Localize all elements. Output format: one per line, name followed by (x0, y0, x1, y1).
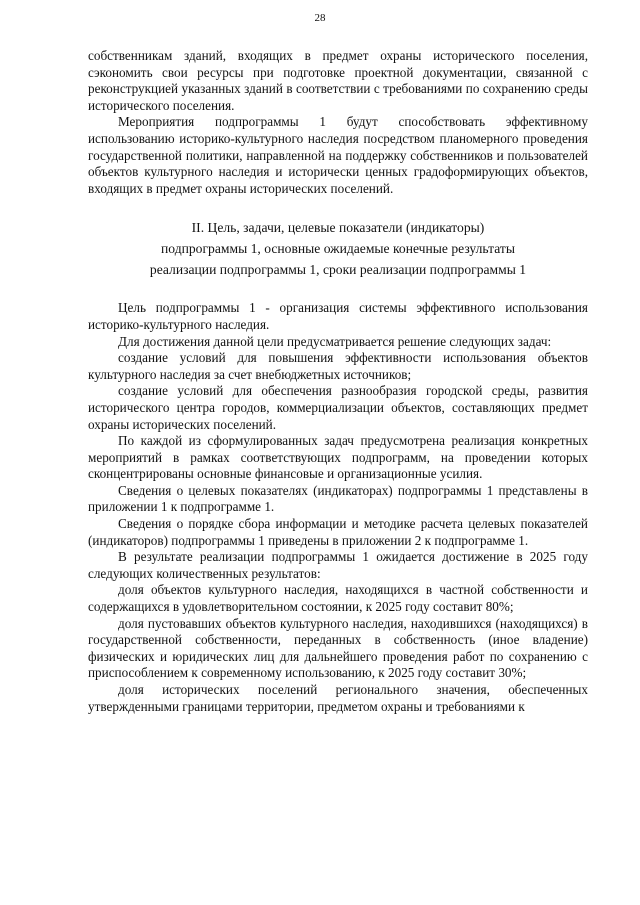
section-heading (88, 217, 588, 280)
paragraph: В результате реализации подпрограммы 1 ожидается достижение в 2025 году следующих количественных результатов: (88, 549, 588, 581)
body-text (88, 48, 588, 715)
result-item: доля объектов культурного наследия, находящихся в частной собственности и содержащихся в удовлетворительном состоянии, к 2025 году составит 80%; (88, 582, 588, 615)
result-item: доля исторических поселений регионального значения, обеспеченных утвержденными границами территории, предметом охраны и требованиями к (88, 682, 588, 714)
paragraph: По каждой из сформулированных задач предусмотрена реализация конкретных мероприятий в рамках соответствующих подпрограмм, на проведении которых сконцентрированы основные финансовые и организационные усилия. (88, 433, 588, 482)
section-heading-line: реализации подпрограммы 1, сроки реализации подпрограммы 1 (149, 262, 527, 278)
task-item: создание условий для обеспечения разнообразия городской среды, развития исторического центра городов, коммерциализации объектов, составляющих предмет охраны исторических поселений. (88, 383, 588, 432)
paragraph: Мероприятия подпрограммы 1 будут способствовать эффективному использованию историко-культурного наследия посредством планомерного проведения государственной политики, направленной на поддержку собственников и пользователей объектов культурного наследия и исторически ценных градоформирующих объектов, входящих в предмет охраны исторических поселений. (88, 114, 588, 196)
section-heading-line: подпрограммы 1, основные ожидаемые конечные результаты (161, 241, 515, 257)
section-heading-line: II. Цель, задачи, целевые показатели (индикаторы) (191, 220, 485, 236)
paragraph: Для достижения данной цели предусматривается решение следующих задач: (118, 333, 552, 349)
paragraph: Сведения о целевых показателях (индикаторах) подпрограммы 1 представлены в приложении 1 к подпрограмме 1. (88, 482, 588, 515)
result-item: доля пустовавших объектов культурного наследия, находившихся (находящихся) в государственной собственности, переданных в собственность (иное владение) физических и юридических лиц для дальнейшего проведения работ по сохранению с приспособлением к современному использованию, к 2025 году составит 30%; (88, 615, 588, 681)
paragraph-goal: Цель подпрограммы 1 - организация системы эффективного использования историко-культурного наследия. (88, 300, 588, 332)
paragraph-continuation: собственникам зданий, входящих в предмет охраны исторического поселения, сэкономить свои ресурсы при подготовке проектной документации, связанной с реконструкцией указанных зданий в соответствии с требованиями по сохранению среды исторического поселения. (88, 48, 588, 113)
page-number: 28 (314, 12, 326, 24)
task-item: создание условий для повышения эффективности использования объектов культурного наследия за счет внебюджетных источников; (88, 350, 588, 382)
paragraph: Сведения о порядке сбора информации и методике расчета целевых показателей (индикаторов) подпрограммы 1 приведены в приложении 2 к подпрограмме 1. (88, 516, 588, 548)
